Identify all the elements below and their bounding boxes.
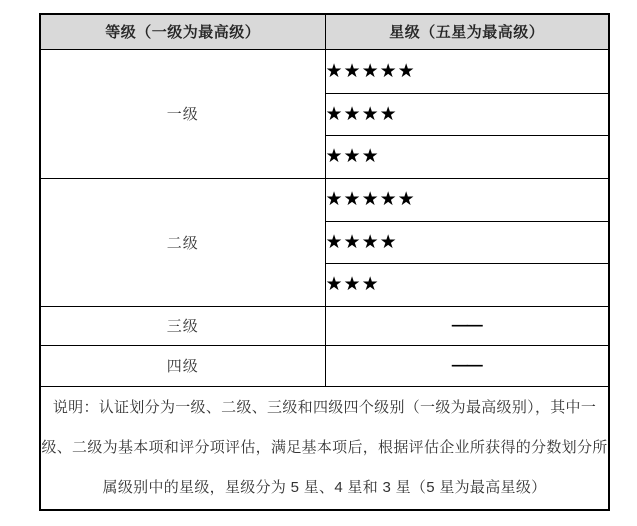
table-row <box>40 306 609 345</box>
no-star-dash-cell: —— <box>325 306 609 345</box>
level-1-cell: 一级 <box>40 49 325 178</box>
table-row <box>40 178 609 221</box>
star-rating-4-cell: ★★★★ <box>325 221 609 263</box>
note-row <box>40 386 609 510</box>
star-rating-3-cell: ★★★ <box>325 135 609 178</box>
star-rating-4-cell: ★★★★ <box>325 93 609 135</box>
header-row <box>40 14 609 49</box>
star-column-header: 星级（五星为最高级） <box>325 14 609 49</box>
note-cell <box>40 386 609 510</box>
star-rating-3-cell: ★★★ <box>325 263 609 306</box>
table-row <box>40 345 609 386</box>
table-row <box>40 49 609 93</box>
explanation-note: 说明：认证划分为一级、二级、三级和四级四个级别（一级为最高级别），其中一级、二级为基本项和评分项评估，满足基本项后，根据评估企业所获得的分数划分所属级别中的星级，星级分为 5 星、4 星和 3 星（5 星为最高星级） <box>41 398 608 496</box>
certification-level-table <box>39 13 610 511</box>
no-star-dash-cell: —— <box>325 345 609 386</box>
star-rating-5-cell: ★★★★★ <box>325 178 609 221</box>
level-3-cell: 三级 <box>40 306 325 345</box>
level-column-header: 等级（一级为最高级） <box>40 14 325 49</box>
star-rating-5-cell: ★★★★★ <box>325 49 609 93</box>
level-2-cell: 二级 <box>40 178 325 306</box>
level-4-cell: 四级 <box>40 345 325 386</box>
